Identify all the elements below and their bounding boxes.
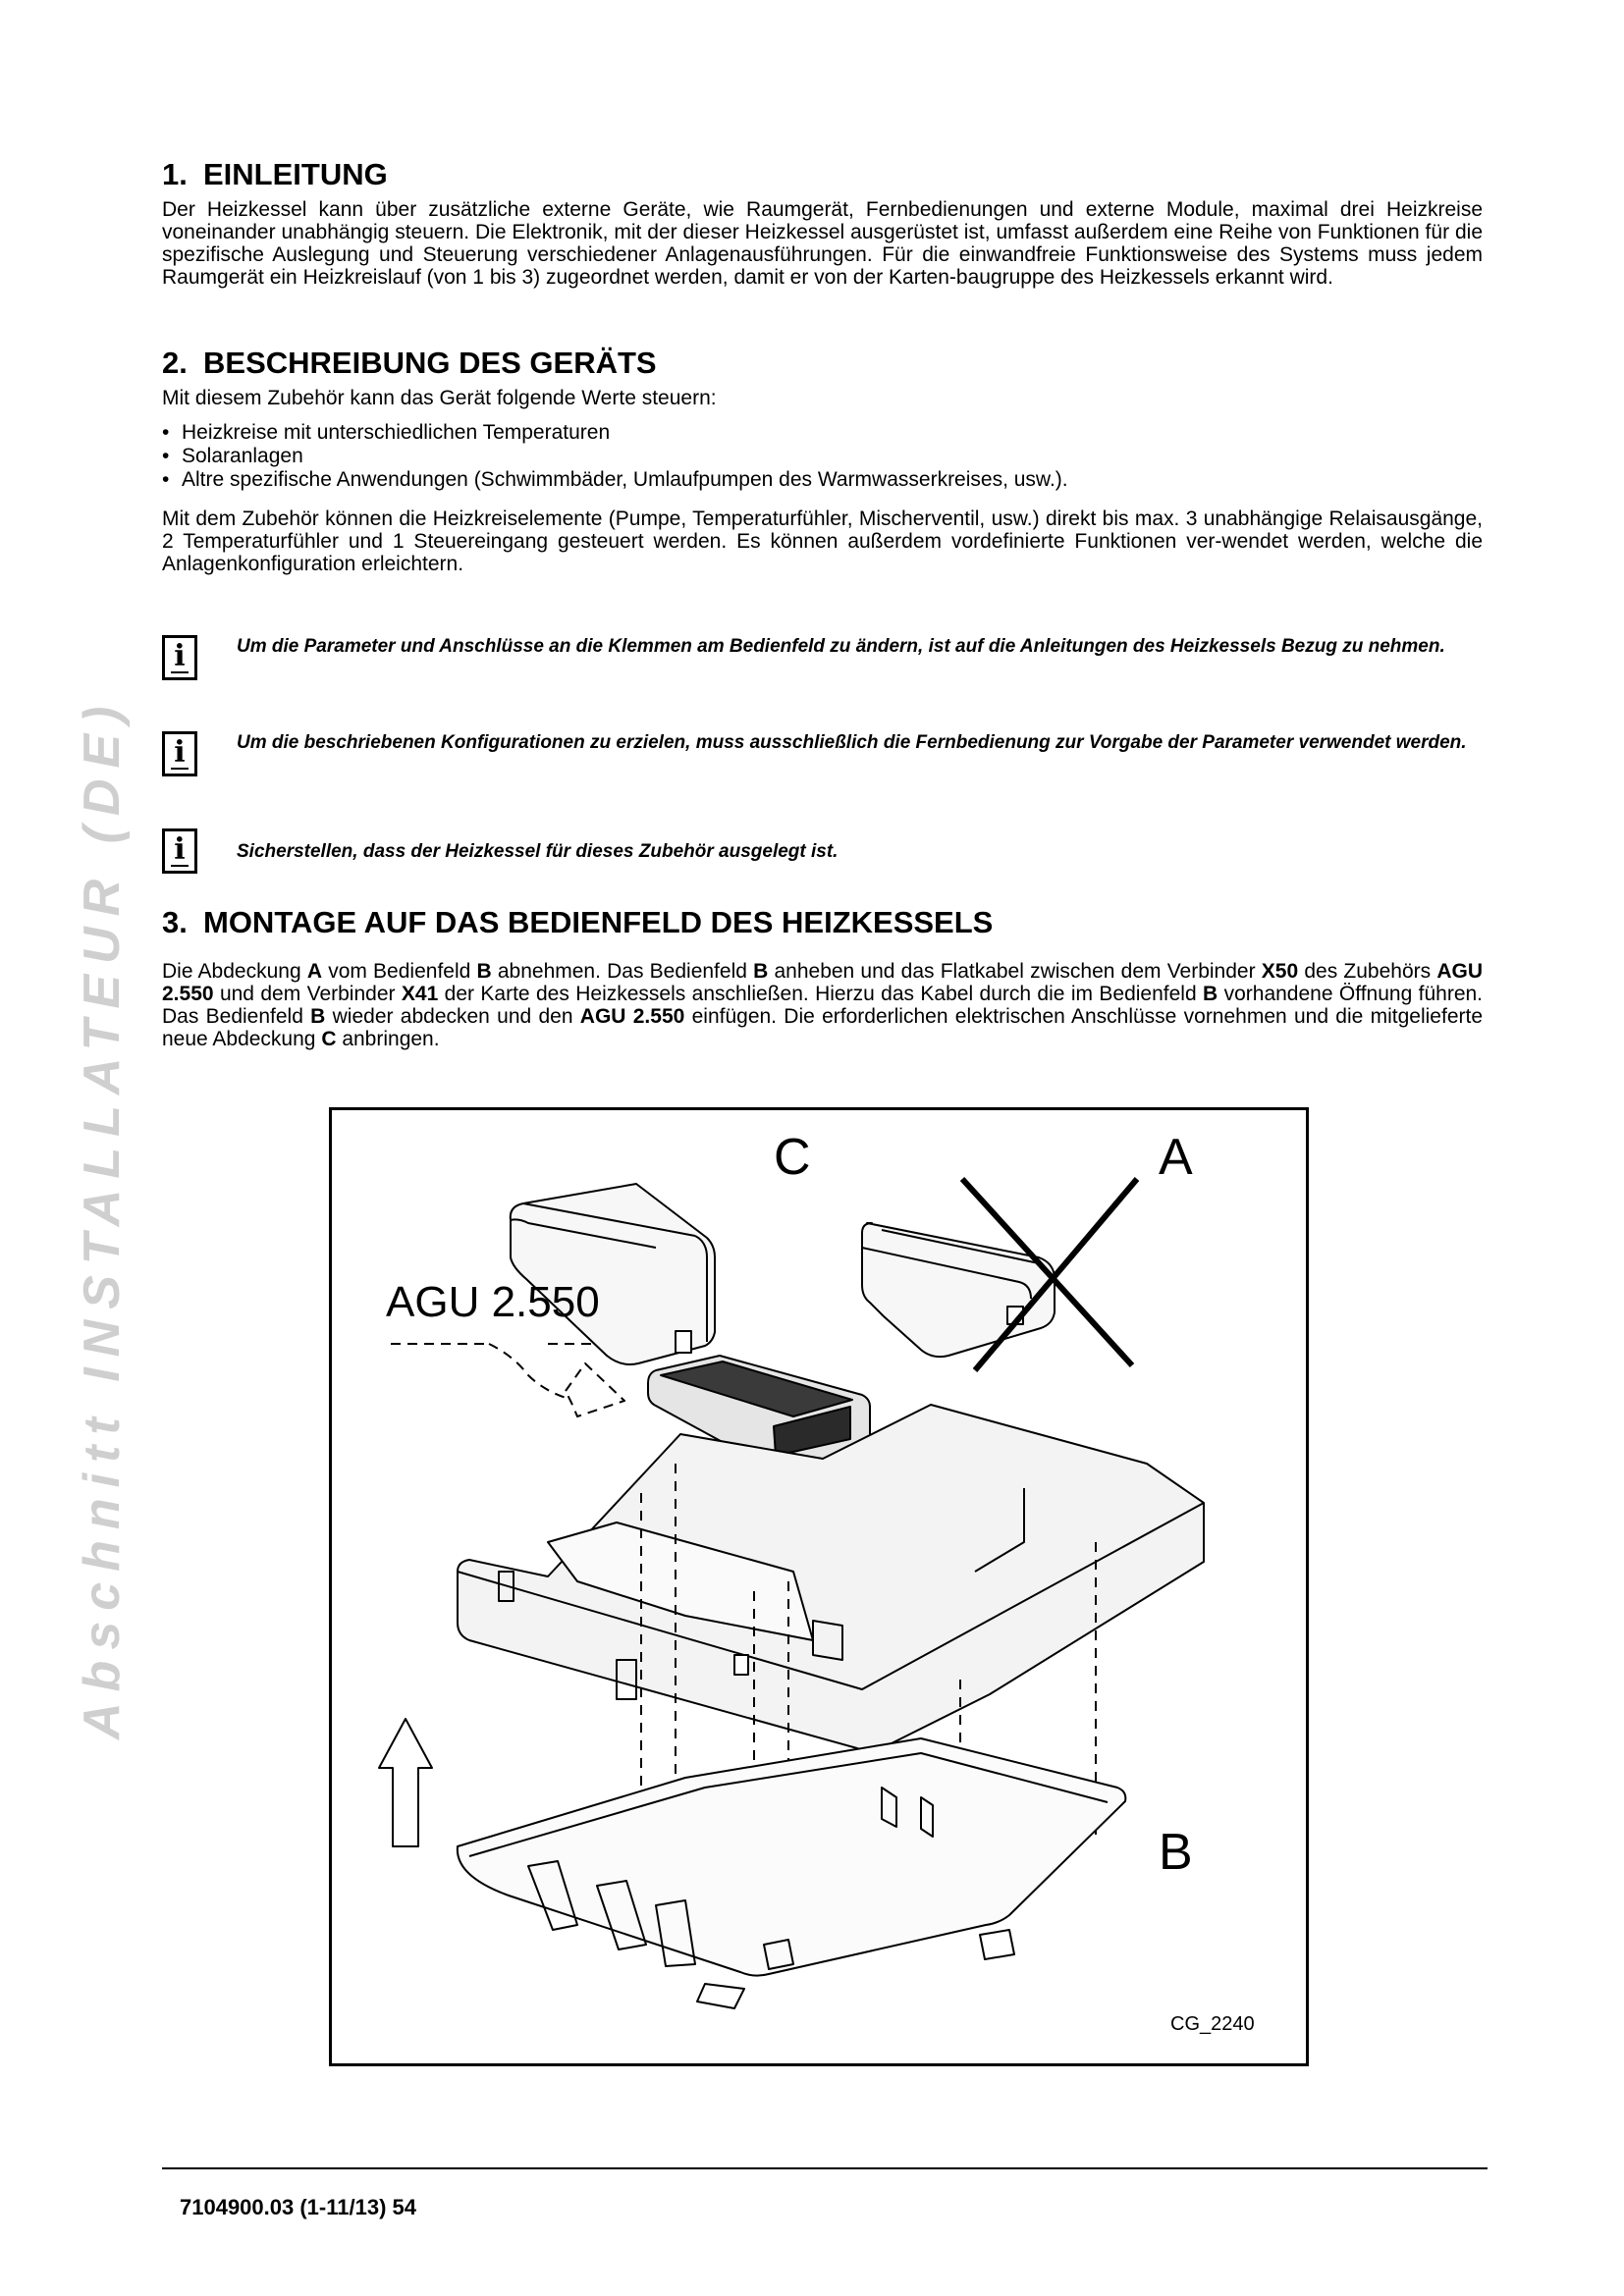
- bold-term: A: [306, 960, 322, 983]
- text-run: anheben und das Flatkabel zwischen dem Verbinder: [768, 960, 1262, 983]
- section-montage: [162, 905, 1483, 1050]
- label-c: C: [774, 1129, 811, 1186]
- note-text: Um die beschriebenen Konfigurationen zu erzielen, muss ausschließlich die Fernbedienung zur Vorgabe der Parameter verwendet werden.: [237, 732, 1467, 753]
- bold-term: AGU 2.550: [162, 960, 1483, 1005]
- text-run: und dem Verbinder: [213, 983, 402, 1005]
- cover-a-drawing: [862, 1179, 1137, 1370]
- agu-arrow: [391, 1344, 624, 1416]
- section-3-text: [162, 960, 1483, 1050]
- bold-term: X50: [1261, 960, 1299, 983]
- text-run: vom Bedienfeld: [322, 960, 477, 983]
- bold-term: B: [1203, 983, 1218, 1005]
- assembly-figure: [329, 1107, 1309, 2066]
- section-2-heading: 2. BESCHREIBUNG DES GERÄTS: [162, 346, 657, 380]
- note-text: Sicherstellen, dass der Heizkessel für dieses Zubehör ausgelegt ist.: [237, 841, 839, 862]
- label-a: A: [1159, 1129, 1193, 1186]
- info-icon: i: [162, 635, 197, 680]
- figure-code: CG_2240: [1170, 2013, 1255, 2035]
- text-run: abnehmen. Das Bedienfeld: [491, 960, 754, 983]
- section-2-text: Mit dem Zubehör können die Heizkreiselemente (Pumpe, Temperaturfühler, Mischerventil, usw.) direkt bis max. 3 unabhängige Relaisausgänge, 2 Temperaturfühler und 1 Steuereingang gesteuert werden. Es können außerdem vordefinierte Funktionen ver-wendet werden, welche die Anlagenkonfiguration erleichtern.: [162, 507, 1483, 575]
- section-einleitung: [162, 157, 1483, 289]
- bold-term: B: [753, 960, 769, 983]
- section-2-intro: Mit diesem Zubehör kann das Gerät folgende Werte steuern:: [162, 387, 717, 409]
- assembly-drawing: [332, 1110, 1312, 2069]
- bullet-list: [162, 421, 1483, 492]
- label-agu: AGU 2.550: [386, 1278, 600, 1326]
- section-beschreibung: [162, 346, 1483, 867]
- footer-divider: [162, 2167, 1488, 2169]
- bold-term: AGU 2.550: [579, 1005, 685, 1028]
- side-section-label: Abschnitt INSTALLATEUR (DE): [74, 695, 131, 1739]
- text-run: wieder abdecken und den: [325, 1005, 580, 1028]
- bold-term: X41: [401, 983, 439, 1005]
- tray-b-drawing: [458, 1738, 1125, 2008]
- info-icon: i: [162, 731, 197, 776]
- list-item: • Heizkreise mit unterschiedlichen Temperaturen: [162, 421, 1483, 445]
- list-item: • Solaranlagen: [162, 445, 1483, 468]
- section-1-heading: 1. EINLEITUNG: [162, 157, 388, 191]
- section-1-text: Der Heizkessel kann über zusätzliche externe Geräte, wie Raumgerät, Fernbedienungen und externe Module, maximal drei Heizkreise voneinander unabhängig steuern. Die Elektronik, mit der dieser Heizkessel ausgerüstet ist, umfasst außerdem eine Reihe von Funktionen für die spezifische Auslegung und Steuerung verschiedener Anlagenausführungen. Für die einwandfreie Funktionsweise des Systems muss jedem Raumgerät ein Heizkreislauf (von 1 bis 3) zugeordnet werden, damit er von der Karten-baugruppe des Heizkessels erkannt wird.: [162, 198, 1483, 289]
- up-arrow-icon: [379, 1719, 432, 1846]
- footer-doc-number: 7104900.03 (1-11/13) 54: [180, 2195, 416, 2219]
- list-item: • Altre spezifische Anwendungen (Schwimmbäder, Umlaufpumpen des Warmwasserkreises, usw.).: [162, 468, 1483, 492]
- bold-term: B: [476, 960, 492, 983]
- text-run: Die Abdeckung: [162, 960, 307, 983]
- text-run: einfügen. Die erforderlichen elektrischen Anschlüsse vornehmen und die mitgelieferte neue Abdeckung: [162, 1005, 1484, 1050]
- text-run: des Zubehörs: [1298, 960, 1437, 983]
- info-icon: i: [162, 828, 197, 874]
- text-run: der Karte des Heizkessels anschließen. Hierzu das Kabel durch die im Bedienfeld: [438, 983, 1204, 1005]
- note-text: Um die Parameter und Anschlüsse an die Klemmen am Bedienfeld zu ändern, ist auf die Anleitungen des Heizkessels Bezug zu nehmen.: [237, 636, 1445, 657]
- bold-term: C: [321, 1028, 337, 1050]
- bold-term: B: [310, 1005, 326, 1028]
- section-3-heading: 3. MONTAGE AUF DAS BEDIENFELD DES HEIZKESSELS: [162, 905, 994, 939]
- text-run: vorhandene Öffnung führen. Das Bedienfeld: [162, 983, 1484, 1028]
- text-run: anbringen.: [336, 1028, 440, 1050]
- cover-c-drawing: [511, 1184, 715, 1364]
- label-b: B: [1159, 1824, 1193, 1881]
